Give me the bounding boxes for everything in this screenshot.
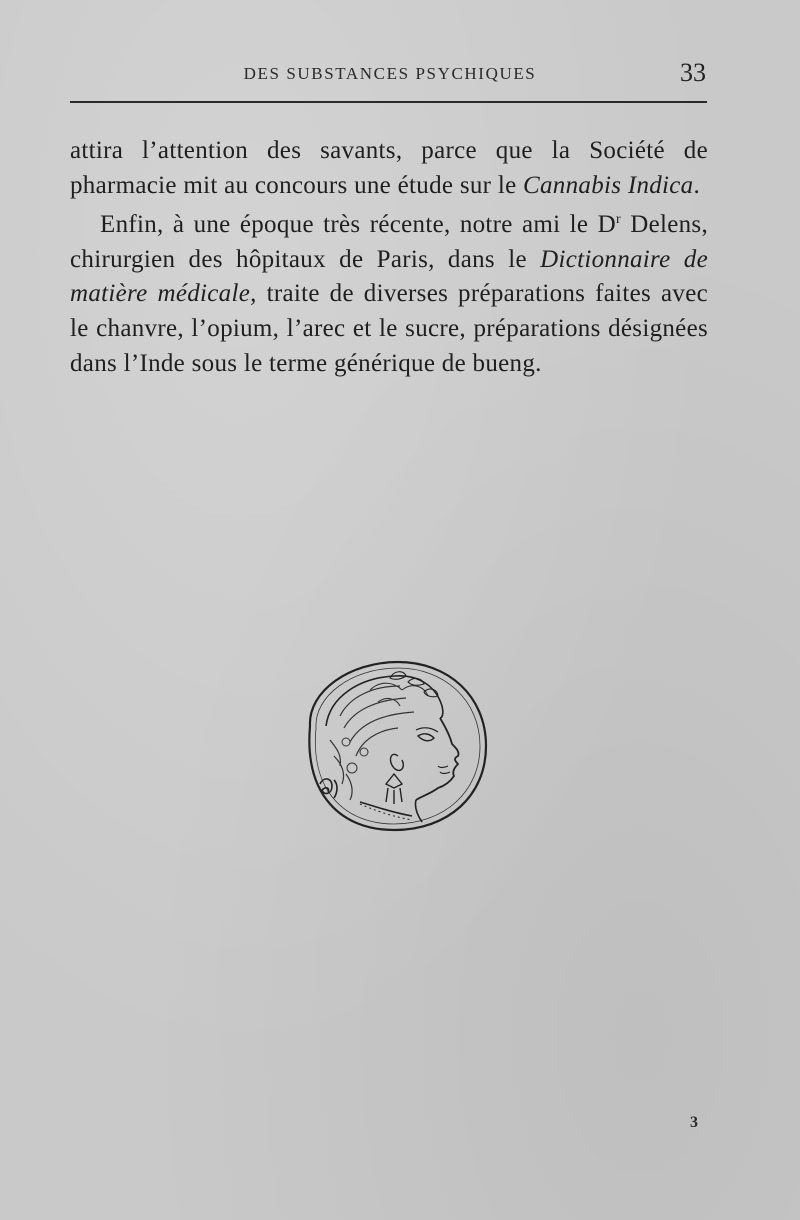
running-title: DES SUBSTANCES PSYCHIQUES [243,64,537,83]
paragraph-1-text: attira l’attention des savants, parce que la Société de pharmacie mit au concours une étude sur le [70,137,708,199]
coin-illustration [290,656,490,836]
italic-dictionnaire: Dictionnaire de matière médicale [70,245,708,308]
paragraph-2-text-b: Delens, chirurgien des hôpitaux de Paris, dans le [70,211,709,273]
paragraph-2-text-a: Enfin, à une époque très récente, notre ami le D [100,211,616,239]
header-rule [70,101,707,103]
paragraph-1-end: . [693,171,701,199]
signature-mark: 3 [690,1114,698,1131]
coin-profile-head-icon [290,656,490,836]
italic-cannabis-indica: Cannabis Indica [523,171,694,199]
paragraph-2 [70,203,708,381]
paragraph-2-text-c: , traite de diverses préparations faites avec le chanvre, l’opium, l’arec et le sucre, préparations désignées dans l’Inde sous le terme générique de bueng. [70,280,708,377]
body-text [70,134,708,381]
superscript-r: r [615,212,621,228]
running-head [70,58,710,92]
paragraph-1 [70,134,708,203]
page-number: 33 [680,58,706,87]
